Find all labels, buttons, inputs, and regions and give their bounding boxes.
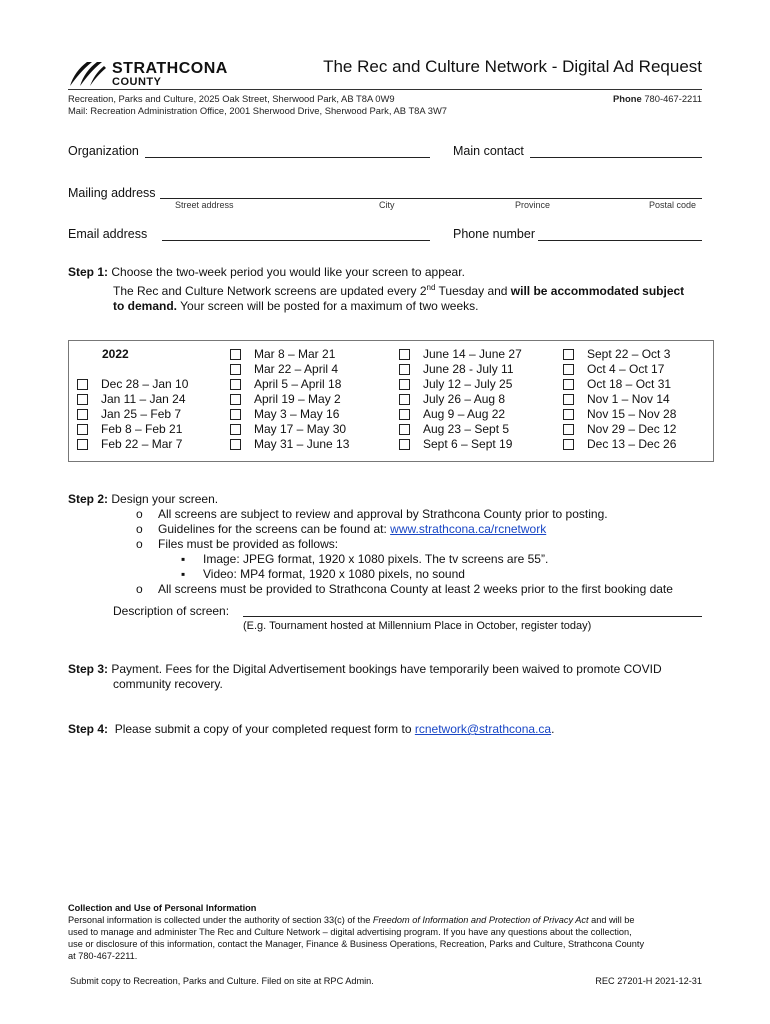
description-label: Description of screen: — [113, 604, 230, 618]
step3-block — [68, 662, 728, 692]
bullet-text: All screens must be provided to Strathcona County at least 2 weeks prior to the first booking date — [158, 582, 673, 596]
privacy-text: Personal information is collected under the authority of section 33(c) of the — [68, 915, 373, 925]
bullet-text: All screens are subject to review and approval by Strathcona County prior to posting. — [158, 507, 608, 521]
bullet-text: Files must be provided as follows: — [158, 537, 339, 551]
period-checkbox[interactable] — [77, 424, 88, 435]
period-label: May 31 – June 13 — [254, 437, 350, 451]
period-checkbox[interactable] — [399, 364, 410, 375]
period-checkbox[interactable] — [230, 424, 241, 435]
period-label: May 3 – May 16 — [254, 407, 340, 421]
step1-line2b: Tuesday and — [435, 284, 511, 298]
privacy-heading: Collection and Use of Personal Information — [68, 903, 257, 913]
step3-text-2: community recovery. — [113, 677, 223, 691]
period-checkbox[interactable] — [563, 394, 574, 405]
period-label: Feb 22 – Mar 7 — [101, 437, 183, 451]
schedule-col-1 — [77, 347, 188, 452]
period-label: Sept 22 – Oct 3 — [587, 347, 671, 361]
period-checkbox[interactable] — [77, 379, 88, 390]
logo-subtext: COUNTY — [112, 76, 162, 88]
step1-label: Step 1: — [68, 265, 109, 279]
step1-line3-bold: to demand. — [113, 299, 178, 313]
period-label: Dec 13 – Dec 26 — [587, 437, 677, 451]
schedule-year: 2022 — [102, 347, 129, 361]
period-checkbox[interactable] — [399, 424, 410, 435]
period-checkbox[interactable] — [230, 439, 241, 450]
main-contact-label: Main contact — [453, 144, 524, 158]
period-checkbox[interactable] — [563, 379, 574, 390]
schedule-col-3 — [399, 347, 522, 452]
mail-address-line: Mail: Recreation Administration Office, 2001 Sherwood Drive, Sherwood Park, AB T8A 3W7 — [68, 105, 448, 116]
page-title: The Rec and Culture Network - Digital Ad Request — [323, 57, 702, 76]
subbullet-text: Image: JPEG format, 1920 x 1080 pixels. The tv screens are 55”. — [203, 552, 549, 566]
period-checkbox[interactable] — [230, 364, 241, 375]
step3-label: Step 3: — [68, 662, 109, 676]
privacy-text: used to manage and administer The Rec and Culture Network – digital advertising program. If you have any questions about the collection, — [68, 927, 632, 937]
logo-text: STRATHCONA — [112, 60, 228, 77]
period-label: June 14 – June 27 — [423, 347, 522, 361]
period-checkbox[interactable] — [563, 424, 574, 435]
step4-tail: . — [551, 722, 555, 736]
period-checkbox[interactable] — [230, 409, 241, 420]
street-sublabel: Street address — [175, 200, 234, 210]
privacy-notice — [68, 902, 708, 962]
email-link[interactable]: rcnetwork@strathcona.ca — [414, 722, 552, 736]
phone-info — [613, 93, 702, 104]
subbullet-text: Video: MP4 format, 1920 x 1080 pixels, no sound — [203, 567, 465, 581]
guidelines-link[interactable]: www.strathcona.ca/rcnetwork — [390, 522, 547, 536]
period-label: July 26 – Aug 8 — [423, 392, 506, 406]
period-label: July 12 – July 25 — [423, 377, 513, 391]
step2-bullet-2: o Guidelines for the screens can be found at: www.strathcona.ca/rcnetwork — [136, 522, 547, 536]
strathcona-swoosh-icon — [68, 58, 108, 90]
step2-bullet-4: o All screens must be provided to Strathcona County at least 2 weeks prior to the first booking date — [136, 582, 673, 596]
step2-label: Step 2: — [68, 492, 109, 506]
step1-line2a: The Rec and Culture Network screens are updated every 2 — [113, 284, 427, 298]
period-label: Nov 1 – Nov 14 — [587, 392, 670, 406]
schedule-col-2 — [230, 347, 349, 452]
privacy-text: and will be — [588, 915, 635, 925]
step2-subbullet-1: ▪ Image: JPEG format, 1920 x 1080 pixels. The tv screens are 55”. — [181, 552, 549, 566]
period-label: Jan 11 – Jan 24 — [101, 392, 186, 406]
bullet-text: Guidelines for the screens can be found at: — [158, 522, 391, 536]
mailing-address-label: Mailing address — [68, 186, 156, 200]
main-contact-field[interactable] — [530, 157, 702, 158]
privacy-text: at 780-467-2211. — [68, 951, 138, 961]
period-label: Aug 23 – Sept 5 — [423, 422, 510, 436]
step1-line2-bold: will be accommodated subject — [510, 284, 685, 298]
description-field[interactable] — [243, 616, 702, 617]
step4-block — [68, 722, 554, 737]
period-checkbox[interactable] — [399, 439, 410, 450]
schedule-grid — [68, 340, 714, 462]
period-label: May 17 – May 30 — [254, 422, 347, 436]
period-label: Nov 15 – Nov 28 — [587, 407, 677, 421]
privacy-act-name: Freedom of Information and Protection of Privacy Act — [372, 915, 589, 925]
period-label: Oct 18 – Oct 31 — [587, 377, 672, 391]
address-line: Recreation, Parks and Culture, 2025 Oak Street, Sherwood Park, AB T8A 0W9 — [68, 93, 395, 104]
step1-line1: Choose the two-week period you would like your screen to appear. — [111, 265, 465, 279]
phone-number-field[interactable] — [538, 240, 702, 241]
period-label: Mar 8 – Mar 21 — [254, 347, 336, 361]
period-label: June 28 - July 11 — [423, 362, 514, 376]
period-label: Mar 22 – April 4 — [254, 362, 339, 376]
step1-sup: nd — [426, 283, 436, 292]
period-label: Sept 6 – Sept 19 — [423, 437, 513, 451]
step2-bullet-1: o All screens are subject to review and approval by Strathcona County prior to posting. — [136, 507, 608, 521]
period-checkbox[interactable] — [563, 409, 574, 420]
strathcona-logo — [68, 58, 238, 90]
header-divider — [68, 89, 702, 90]
step1-line3: Your screen will be posted for a maximum of two weeks. — [177, 299, 479, 313]
schedule-col-4 — [563, 347, 676, 452]
phone-label: Phone — [613, 93, 642, 104]
period-checkbox[interactable] — [563, 364, 574, 375]
organization-field[interactable] — [145, 157, 430, 158]
period-checkbox[interactable] — [563, 439, 574, 450]
period-checkbox[interactable] — [77, 394, 88, 405]
phone-value: 780-467-2211 — [644, 93, 702, 104]
period-label: Nov 29 – Dec 12 — [587, 422, 677, 436]
step2-subbullet-2: ▪ Video: MP4 format, 1920 x 1080 pixels, no sound — [181, 567, 465, 581]
period-checkbox[interactable] — [230, 379, 241, 390]
mailing-address-field[interactable] — [160, 198, 702, 199]
phone-number-label: Phone number — [453, 227, 536, 241]
step2-heading — [68, 492, 218, 507]
email-field[interactable] — [162, 240, 430, 241]
form-code: REC 27201-H 2021-12-31 — [595, 976, 702, 986]
submit-note: Submit copy to Recreation, Parks and Culture. Filed on site at RPC Admin. — [70, 976, 374, 986]
step3-text: Payment. Fees for the Digital Advertisement bookings have temporarily been waived to promote COVID — [111, 662, 662, 676]
step4-label: Step 4: — [68, 722, 109, 736]
period-checkbox[interactable] — [230, 349, 241, 360]
period-label: Jan 25 – Feb 7 — [101, 407, 182, 421]
step1-block — [68, 265, 728, 314]
period-label: April 19 – May 2 — [254, 392, 341, 406]
period-label: Feb 8 – Feb 21 — [101, 422, 183, 436]
period-checkbox[interactable] — [563, 349, 574, 360]
privacy-text: use or disclosure of this information, contact the Manager, Finance & Business Operations, Recreation, Parks and Culture, Strathcona County — [68, 939, 645, 949]
period-label: Oct 4 – Oct 17 — [587, 362, 665, 376]
period-label: Aug 9 – Aug 22 — [423, 407, 506, 421]
step2-bullet-3: o Files must be provided as follows: — [136, 537, 339, 551]
step2-title: Design your screen. — [111, 492, 219, 506]
period-checkbox[interactable] — [399, 394, 410, 405]
period-checkbox[interactable] — [399, 349, 410, 360]
period-checkbox[interactable] — [77, 439, 88, 450]
period-checkbox[interactable] — [230, 394, 241, 405]
period-checkbox[interactable] — [399, 379, 410, 390]
postal-sublabel: Postal code — [649, 200, 697, 210]
period-label: Dec 28 – Jan 10 — [101, 377, 189, 391]
description-example: (E.g. Tournament hosted at Millennium Place in October, register today) — [243, 620, 592, 632]
organization-label: Organization — [68, 144, 139, 158]
city-sublabel: City — [379, 200, 395, 210]
period-checkbox[interactable] — [399, 409, 410, 420]
period-label: April 5 – April 18 — [254, 377, 342, 391]
email-label: Email address — [68, 227, 148, 241]
step4-text: Please submit a copy of your completed request form to — [114, 722, 415, 736]
province-sublabel: Province — [515, 200, 551, 210]
period-checkbox[interactable] — [77, 409, 88, 420]
